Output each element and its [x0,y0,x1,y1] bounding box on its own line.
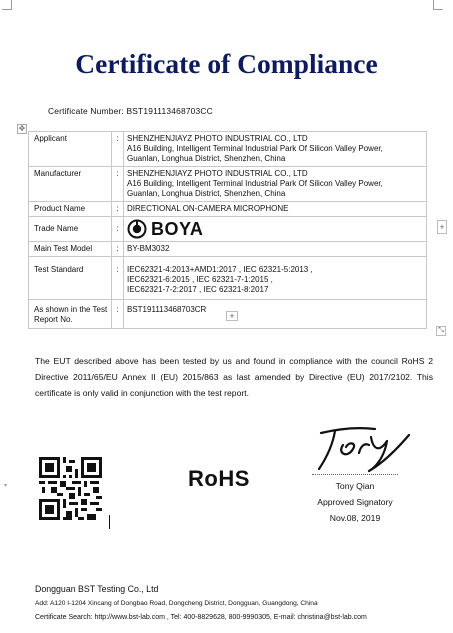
add-column-icon[interactable]: + [437,220,447,234]
row-colon: : [112,257,124,300]
row-value [124,257,427,300]
row-colon: : [112,132,124,167]
page-corner-mark [433,0,443,10]
manufacturer-address-line: Guanlan, Longhua District, Shenzhen, China [127,189,286,198]
applicant-name: SHENZHENJIAYZ PHOTO INDUSTRIAL CO., LTD [127,134,308,143]
table-row [29,217,427,242]
row-label: Trade Name [29,217,112,242]
qr-code [39,457,102,520]
issuer-company: Dongguan BST Testing Co., Ltd [35,584,159,594]
boya-logo-icon [127,219,147,239]
test-standard-line: IEC62321-7-2:2017 , IEC 62321-8:2017 [127,285,269,294]
table-resize-handle-icon[interactable]: ⤡ [436,326,446,336]
table-row [29,202,427,217]
row-colon: : [112,300,124,329]
row-label: As shown in the Test Report No. [29,300,112,329]
row-colon: : [112,217,124,242]
table-move-handle-icon[interactable]: ✥ [18,124,26,133]
collapse-arrow-icon[interactable]: ▾ [4,483,8,489]
table-row [29,257,427,300]
row-value [124,132,427,167]
test-standard-line: IEC62321-6:2015 , IEC 62321-7-1:2015 , [127,275,273,284]
row-label: Test Standard [29,257,112,300]
table-row [29,242,427,257]
add-row-icon[interactable]: + [226,311,238,321]
issuer-address: Add: A120 I-1204 Xincang of Dongbao Road, Dongcheng District, Dongguan, Guangdong, China [35,600,318,607]
row-colon: : [112,242,124,257]
row-label: Applicant [29,132,112,167]
row-colon: : [112,167,124,202]
trade-name: BOYA [151,219,204,239]
signer-name: Tony Qian [335,481,375,491]
text-cursor [109,515,110,529]
applicant-address-line: Guanlan, Longhua District, Shenzhen, China [127,154,286,163]
row-label: Main Test Model [29,242,112,257]
signature-image [313,423,413,473]
signer-title: Approved Signatory [317,497,393,507]
applicant-address-line: A16 Building, Intelligent Terminal Industrial Park Of Silicon Valley Power, [127,144,383,153]
certificate-info-table [28,131,427,329]
manufacturer-address-line: A16 Building, Intelligent Terminal Industrial Park Of Silicon Valley Power, [127,179,383,188]
row-value [124,217,427,242]
table-row [29,132,427,167]
main-test-model: BY-BM3032 [124,242,427,257]
row-colon: : [112,202,124,217]
test-report-number: BST191113468703CR [124,300,427,329]
page-corner-mark [2,0,12,10]
certificate-number: Certificate Number: BST191113468703CC [48,106,213,116]
row-value [124,167,427,202]
test-standard-line: IEC62321-4:2013+AMD1:2017 , IEC 62321-5:2013 , [127,265,313,274]
table-row [29,167,427,202]
boya-logo [127,219,423,239]
row-label: Product Name [29,202,112,217]
signature-date: Nov.08, 2019 [329,513,381,523]
row-label: Manufacturer [29,167,112,202]
rohs-mark: RoHS [188,466,250,491]
manufacturer-name: SHENZHENJIAYZ PHOTO INDUSTRIAL CO., LTD [127,169,308,178]
signature-line [312,474,398,475]
certificate-search-info: Certificate Search: http://www.bst-lab.com , Tel: 400-8829628, 800-9990305, E-mail: christina@bst-lab.com [35,614,367,621]
product-name: DIRECTIONAL ON-CAMERA MICROPHONE [124,202,427,217]
page-title: Certificate of Compliance [75,48,378,79]
compliance-statement: The EUT described above has been tested by us and found in compliance with the council RoHS 2 Directive 2011/65/EU Annex II (EU) 2015/863 as last amended by Directive (EU) 2017/2102. This certificate is only valid in conjunction with the test report. [35,356,433,398]
